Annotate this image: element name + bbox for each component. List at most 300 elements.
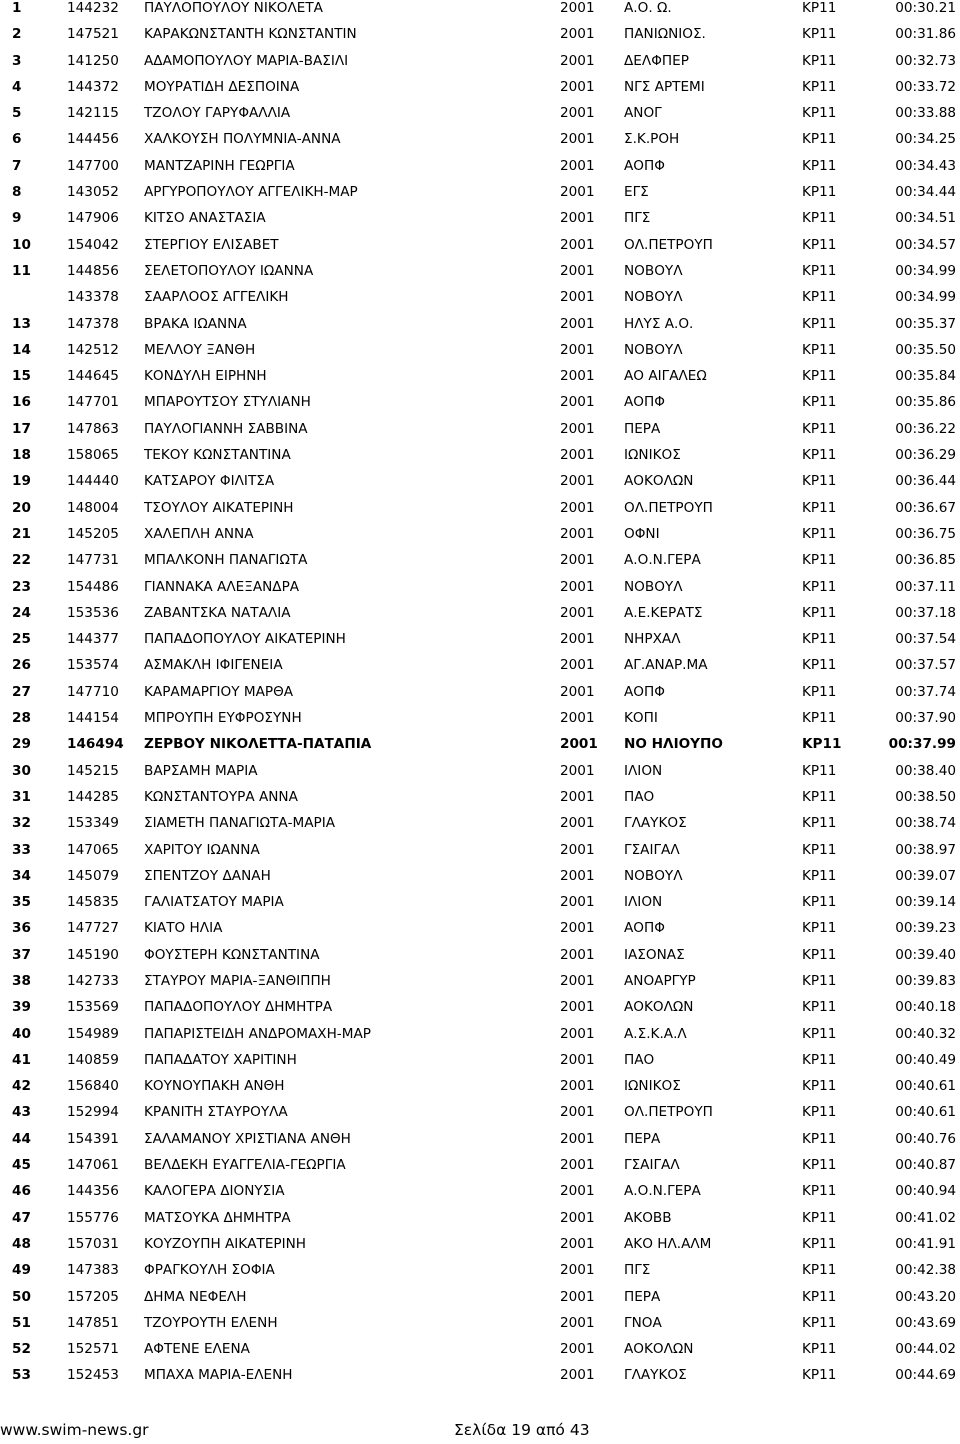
athlete-id-cell: 145215 [67,762,119,779]
time-cell: 00:35.86 [895,394,956,411]
athlete-name-cell: ΚΡΑΝΙΤΗ ΣΤΑΥΡΟΥΛΑ [144,1104,288,1121]
table-row [0,736,960,762]
athlete-id-cell: 147521 [67,26,119,43]
time-cell: 00:43.69 [895,1314,956,1331]
club-cell: ΝΟΒΟΥΛ [624,578,683,595]
rank-cell: 47 [12,1209,31,1226]
time-cell: 00:39.83 [895,972,956,989]
club-cell: ΕΓΣ [624,184,649,201]
table-row [0,526,960,552]
time-cell: 00:30.21 [895,0,956,16]
athlete-name-cell: ΚΑΤΣΑΡΟΥ ΦΙΛΙΤΣΑ [144,473,275,490]
table-row [0,473,960,499]
category-cell: ΚΡ11 [802,736,842,753]
birth-year-cell: 2001 [560,710,595,727]
birth-year-cell: 2001 [560,105,595,122]
club-cell: ΠΕΡΑ [624,1288,661,1305]
athlete-name-cell: ΒΑΡΣΑΜΗ ΜΑΡΙΑ [144,762,258,779]
rank-cell: 4 [12,78,22,95]
athlete-name-cell: ΚΙΤΣΟ ΑΝΑΣΤΑΣΙΑ [144,210,266,227]
athlete-id-cell: 156840 [67,1078,119,1095]
birth-year-cell: 2001 [560,1183,595,1200]
table-row [0,210,960,236]
club-cell: ΑΝΟΑΡΓΥΡ [624,972,696,989]
athlete-name-cell: ΜΠΑΡΟΥΤΣΟΥ ΣΤΥΛΙΑΝΗ [144,394,311,411]
club-cell: ΝΗΡΧΑΛ [624,631,681,648]
time-cell: 00:43.20 [895,1288,956,1305]
rank-cell: 9 [12,210,22,227]
table-row [0,789,960,815]
club-cell: ΑΟΠΦ [624,157,665,174]
club-cell: Α.Ο.Ν.ΓΕΡΑ [624,552,701,569]
category-cell: ΚΡ11 [802,1288,837,1305]
athlete-id-cell: 147065 [67,841,119,858]
athlete-id-cell: 152571 [67,1341,119,1358]
athlete-name-cell: ΤΣΟΥΛΟΥ ΑΙΚΑΤΕΡΙΝΗ [144,499,294,516]
athlete-name-cell: ΑΦΤΕΝΕ ΕΛΕΝΑ [144,1341,250,1358]
athlete-id-cell: 144377 [67,631,119,648]
club-cell: ΠΓΣ [624,1262,651,1279]
birth-year-cell: 2001 [560,1051,595,1068]
rank-cell: 48 [12,1235,31,1252]
birth-year-cell: 2001 [560,289,595,306]
category-cell: ΚΡ11 [802,1262,837,1279]
rank-cell: 42 [12,1078,31,1095]
time-cell: 00:38.40 [895,762,956,779]
table-row [0,1341,960,1367]
athlete-name-cell: ΑΡΓΥΡΟΠΟΥΛΟΥ ΑΓΓΕΛΙΚΗ-ΜΑΡ [144,184,358,201]
rank-cell: 33 [12,841,31,858]
athlete-id-cell: 154989 [67,1025,119,1042]
table-row [0,920,960,946]
category-cell: ΚΡ11 [802,552,837,569]
rank-cell: 20 [12,499,31,516]
category-cell: ΚΡ11 [802,920,837,937]
athlete-name-cell: ΜΠΑΛΚΟΝΗ ΠΑΝΑΓΙΩΤΑ [144,552,308,569]
club-cell: ΠΑΟ [624,1051,655,1068]
table-row [0,815,960,841]
time-cell: 00:35.50 [895,341,956,358]
category-cell: ΚΡ11 [802,867,837,884]
club-cell: ΓΣΑΙΓΑΛ [624,1157,680,1174]
time-cell: 00:33.88 [895,105,956,122]
club-cell: ΑΓ.ΑΝΑΡ.ΜΑ [624,657,708,674]
rank-cell: 25 [12,631,31,648]
time-cell: 00:40.87 [895,1157,956,1174]
table-row [0,237,960,263]
category-cell: ΚΡ11 [802,1235,837,1252]
time-cell: 00:38.74 [895,815,956,832]
athlete-name-cell: ΓΙΑΝΝΑΚΑ ΑΛΕΞΑΝΔΡΑ [144,578,300,595]
athlete-name-cell: ΚΑΡΑΜΑΡΓΙΟΥ ΜΑΡΘΑ [144,683,294,700]
birth-year-cell: 2001 [560,26,595,43]
athlete-name-cell: ΜΑΝΤΖΑΡΙΝΗ ΓΕΩΡΓΙΑ [144,157,295,174]
rank-cell: 51 [12,1314,31,1331]
birth-year-cell: 2001 [560,867,595,884]
club-cell: ΓΣΑΙΓΑΛ [624,841,680,858]
table-row [0,894,960,920]
time-cell: 00:36.67 [895,499,956,516]
rank-cell: 18 [12,447,31,464]
athlete-name-cell: ΧΑΡΙΤΟΥ ΙΩΑΝΝΑ [144,841,260,858]
time-cell: 00:41.02 [895,1209,956,1226]
table-row [0,1183,960,1209]
birth-year-cell: 2001 [560,52,595,69]
rank-cell: 19 [12,473,31,490]
birth-year-cell: 2001 [560,1341,595,1358]
table-row [0,1210,960,1236]
category-cell: ΚΡ11 [802,473,837,490]
athlete-name-cell: ΣΑΑΡΛΟΟΣ ΑΓΓΕΛΙΚΗ [144,289,289,306]
table-row [0,368,960,394]
athlete-id-cell: 144645 [67,368,119,385]
time-cell: 00:33.72 [895,78,956,95]
table-row [0,579,960,605]
table-row [0,1157,960,1183]
table-row [0,53,960,79]
birth-year-cell: 2001 [560,841,595,858]
athlete-name-cell: ΑΔΑΜΟΠΟΥΛΟΥ ΜΑΡΙΑ-ΒΑΣΙΛΙ [144,52,349,69]
birth-year-cell: 2001 [560,920,595,937]
category-cell: ΚΡ11 [802,683,837,700]
rank-cell: 16 [12,394,31,411]
birth-year-cell: 2001 [560,157,595,174]
time-cell: 00:37.99 [888,736,956,753]
table-row [0,973,960,999]
table-row [0,394,960,420]
rank-cell: 7 [12,157,22,174]
table-row [0,79,960,105]
club-cell: ΟΛ.ΠΕΤΡΟΥΠ [624,1104,713,1121]
athlete-id-cell: 157031 [67,1235,119,1252]
athlete-id-cell: 140859 [67,1051,119,1068]
athlete-id-cell: 146494 [67,736,124,753]
club-cell: ΝΓΣ ΑΡΤΕΜΙ [624,78,705,95]
category-cell: ΚΡ11 [802,368,837,385]
athlete-name-cell: ΣΙΑΜΕΤΗ ΠΑΝΑΓΙΩΤΑ-ΜΑΡΙΑ [144,815,336,832]
category-cell: ΚΡ11 [802,0,837,16]
athlete-id-cell: 155776 [67,1209,119,1226]
club-cell: ΙΛΙΟΝ [624,762,663,779]
time-cell: 00:40.49 [895,1051,956,1068]
rank-cell: 36 [12,920,31,937]
club-cell: ΑΟΚΟΛΩΝ [624,473,694,490]
athlete-name-cell: ΖΕΡΒΟΥ ΝΙΚΟΛΕΤΤΑ-ΠΑΤΑΠΙΑ [144,736,372,753]
table-row [0,342,960,368]
athlete-id-cell: 142733 [67,972,119,989]
birth-year-cell: 2001 [560,341,595,358]
category-cell: ΚΡ11 [802,1025,837,1042]
athlete-id-cell: 144372 [67,78,119,95]
time-cell: 00:34.99 [895,289,956,306]
athlete-id-cell: 142115 [67,105,119,122]
athlete-id-cell: 147851 [67,1314,119,1331]
athlete-name-cell: ΣΑΛΑΜΑΝΟΥ ΧΡΙΣΤΙΑΝΑ ΑΝΘΗ [144,1130,351,1147]
category-cell: ΚΡ11 [802,1341,837,1358]
time-cell: 00:39.07 [895,867,956,884]
athlete-id-cell: 147863 [67,420,119,437]
athlete-id-cell: 141250 [67,52,119,69]
category-cell: ΚΡ11 [802,657,837,674]
athlete-name-cell: ΣΠΕΝΤΖΟΥ ΔΑΝΑΗ [144,867,271,884]
table-row [0,657,960,683]
time-cell: 00:34.99 [895,262,956,279]
athlete-id-cell: 142512 [67,341,119,358]
rank-cell: 21 [12,525,31,542]
athlete-name-cell: ΚΟΥΝΟΥΠΑΚΗ ΑΝΘΗ [144,1078,285,1095]
rank-cell: 30 [12,762,31,779]
athlete-id-cell: 148004 [67,499,119,516]
table-row [0,184,960,210]
table-row [0,447,960,473]
birth-year-cell: 2001 [560,447,595,464]
category-cell: ΚΡ11 [802,1209,837,1226]
time-cell: 00:36.85 [895,552,956,569]
category-cell: ΚΡ11 [802,1183,837,1200]
category-cell: ΚΡ11 [802,999,837,1016]
table-row [0,289,960,315]
category-cell: ΚΡ11 [802,815,837,832]
athlete-name-cell: ΖΑΒΑΝΤΣΚΑ ΝΑΤΑΛΙΑ [144,604,291,621]
rank-cell: 23 [12,578,31,595]
club-cell: ΠΕΡΑ [624,420,661,437]
club-cell: ΝΟΒΟΥΛ [624,867,683,884]
rank-cell: 8 [12,184,22,201]
category-cell: ΚΡ11 [802,236,837,253]
club-cell: ΓΝΟΑ [624,1314,662,1331]
rank-cell: 27 [12,683,31,700]
athlete-name-cell: ΦΡΑΓΚΟΥΛΗ ΣΟΦΙΑ [144,1262,275,1279]
club-cell: ΑΚΟΒΒ [624,1209,672,1226]
time-cell: 00:34.25 [895,131,956,148]
club-cell: ΑΟΚΟΛΩΝ [624,999,694,1016]
time-cell: 00:35.84 [895,368,956,385]
birth-year-cell: 2001 [560,894,595,911]
rank-cell: 46 [12,1183,31,1200]
birth-year-cell: 2001 [560,78,595,95]
athlete-name-cell: ΦΟΥΣΤΕΡΗ ΚΩΝΣΤΑΝΤΙΝΑ [144,946,320,963]
category-cell: ΚΡ11 [802,604,837,621]
rank-cell: 53 [12,1367,31,1384]
athlete-name-cell: ΠΑΠΑΡΙΣΤΕΙΔΗ ΑΝΔΡΟΜΑΧΗ-ΜΑΡ [144,1025,371,1042]
athlete-id-cell: 152453 [67,1367,119,1384]
athlete-id-cell: 145835 [67,894,119,911]
birth-year-cell: 2001 [560,1157,595,1174]
athlete-id-cell: 144456 [67,131,119,148]
birth-year-cell: 2001 [560,1288,595,1305]
athlete-id-cell: 145190 [67,946,119,963]
athlete-name-cell: ΚΟΥΖΟΥΠΗ ΑΙΚΑΤΕΡΙΝΗ [144,1235,307,1252]
birth-year-cell: 2001 [560,604,595,621]
athlete-name-cell: ΜΟΥΡΑΤΙΔΗ ΔΕΣΠΟΙΝΑ [144,78,300,95]
table-row [0,1104,960,1130]
birth-year-cell: 2001 [560,552,595,569]
club-cell: ΙΛΙΟΝ [624,894,663,911]
club-cell: ΠΑΟ [624,788,655,805]
birth-year-cell: 2001 [560,1104,595,1121]
athlete-id-cell: 147710 [67,683,119,700]
athlete-id-cell: 153349 [67,815,119,832]
table-row [0,1262,960,1288]
athlete-name-cell: ΠΑΥΛΟΓΙΑΝΝΗ ΣΑΒΒΙΝΑ [144,420,308,437]
category-cell: ΚΡ11 [802,289,837,306]
birth-year-cell: 2001 [560,0,595,16]
table-row [0,1236,960,1262]
birth-year-cell: 2001 [560,657,595,674]
birth-year-cell: 2001 [560,131,595,148]
time-cell: 00:31.86 [895,26,956,43]
birth-year-cell: 2001 [560,1367,595,1384]
athlete-name-cell: ΧΑΛΚΟΥΣΗ ΠΟΛΥΜΝΙΑ-ΑΝΝΑ [144,131,341,148]
club-cell: ΑΟΚΟΛΩΝ [624,1341,694,1358]
time-cell: 00:39.14 [895,894,956,911]
category-cell: ΚΡ11 [802,894,837,911]
time-cell: 00:37.57 [895,657,956,674]
category-cell: ΚΡ11 [802,394,837,411]
time-cell: 00:34.44 [895,184,956,201]
time-cell: 00:36.29 [895,447,956,464]
rank-cell: 39 [12,999,31,1016]
athlete-name-cell: ΚΑΡΑΚΩΝΣΤΑΝΤΗ ΚΩΝΣΤΑΝΤΙΝ [144,26,357,43]
club-cell: ΝΟΒΟΥΛ [624,341,683,358]
rank-cell: 37 [12,946,31,963]
rank-cell: 11 [12,262,31,279]
athlete-name-cell: ΠΑΥΛΟΠΟΥΛΟΥ ΝΙΚΟΛΕΤΑ [144,0,323,16]
athlete-name-cell: ΣΤΑΥΡΟΥ ΜΑΡΙΑ-ΞΑΝΘΙΠΠΗ [144,972,331,989]
time-cell: 00:36.44 [895,473,956,490]
time-cell: 00:38.50 [895,788,956,805]
time-cell: 00:39.40 [895,946,956,963]
athlete-id-cell: 147701 [67,394,119,411]
birth-year-cell: 2001 [560,815,595,832]
rank-cell: 24 [12,604,31,621]
rank-cell: 10 [12,236,31,253]
club-cell: ΟΦΝΙ [624,525,660,542]
category-cell: ΚΡ11 [802,1157,837,1174]
club-cell: ΝΟΒΟΥΛ [624,289,683,306]
time-cell: 00:40.61 [895,1078,956,1095]
birth-year-cell: 2001 [560,420,595,437]
athlete-id-cell: 147383 [67,1262,119,1279]
birth-year-cell: 2001 [560,499,595,516]
time-cell: 00:32.73 [895,52,956,69]
page-footer [0,1421,960,1443]
athlete-id-cell: 144232 [67,0,119,16]
athlete-id-cell: 154042 [67,236,119,253]
table-row [0,1052,960,1078]
birth-year-cell: 2001 [560,788,595,805]
category-cell: ΚΡ11 [802,131,837,148]
category-cell: ΚΡ11 [802,762,837,779]
table-row [0,0,960,26]
table-row [0,1289,960,1315]
table-row [0,1131,960,1157]
table-row [0,1026,960,1052]
table-row [0,868,960,894]
table-row [0,999,960,1025]
time-cell: 00:37.74 [895,683,956,700]
table-row [0,842,960,868]
category-cell: ΚΡ11 [802,78,837,95]
time-cell: 00:37.90 [895,710,956,727]
category-cell: ΚΡ11 [802,788,837,805]
table-row [0,316,960,342]
rank-cell: 6 [12,131,22,148]
birth-year-cell: 2001 [560,972,595,989]
time-cell: 00:34.57 [895,236,956,253]
rank-cell: 29 [12,736,31,753]
birth-year-cell: 2001 [560,1235,595,1252]
table-row [0,421,960,447]
time-cell: 00:42.38 [895,1262,956,1279]
club-cell: Α.Ο.Ν.ΓΕΡΑ [624,1183,701,1200]
table-row [0,105,960,131]
birth-year-cell: 2001 [560,184,595,201]
birth-year-cell: 2001 [560,262,595,279]
table-row [0,131,960,157]
athlete-id-cell: 147906 [67,210,119,227]
athlete-name-cell: ΚΟΝΔΥΛΗ ΕΙΡΗΝΗ [144,368,267,385]
category-cell: ΚΡ11 [802,972,837,989]
athlete-name-cell: ΠΑΠΑΔΟΠΟΥΛΟΥ ΔΗΜΗΤΡΑ [144,999,333,1016]
time-cell: 00:36.22 [895,420,956,437]
club-cell: ΙΩΝΙΚΟΣ [624,1078,681,1095]
footer-url-link[interactable]: www.swim-news.gr [0,1421,149,1439]
club-cell: ΚΟΠΙ [624,710,658,727]
category-cell: ΚΡ11 [802,1104,837,1121]
category-cell: ΚΡ11 [802,262,837,279]
athlete-name-cell: ΧΑΛΕΠΛΗ ΑΝΝΑ [144,525,254,542]
club-cell: ΠΓΣ [624,210,651,227]
club-cell: ΑΟΠΦ [624,920,665,937]
birth-year-cell: 2001 [560,1262,595,1279]
birth-year-cell: 2001 [560,1209,595,1226]
athlete-id-cell: 154486 [67,578,119,595]
time-cell: 00:44.02 [895,1341,956,1358]
rank-cell: 34 [12,867,31,884]
rank-cell: 5 [12,105,22,122]
table-row [0,500,960,526]
rank-cell: 50 [12,1288,31,1305]
athlete-id-cell: 145079 [67,867,119,884]
birth-year-cell: 2001 [560,236,595,253]
table-row [0,1315,960,1341]
club-cell: ΙΑΣΟΝΑΣ [624,946,685,963]
athlete-id-cell: 153536 [67,604,119,621]
rank-cell: 44 [12,1130,31,1147]
club-cell: Α.Ο. Ω. [624,0,672,16]
athlete-id-cell: 152994 [67,1104,119,1121]
rank-cell: 22 [12,552,31,569]
category-cell: ΚΡ11 [802,841,837,858]
time-cell: 00:40.94 [895,1183,956,1200]
athlete-id-cell: 144356 [67,1183,119,1200]
category-cell: ΚΡ11 [802,710,837,727]
table-row [0,684,960,710]
club-cell: ΟΛ.ΠΕΤΡΟΥΠ [624,499,713,516]
category-cell: ΚΡ11 [802,447,837,464]
time-cell: 00:36.75 [895,525,956,542]
athlete-id-cell: 144154 [67,710,119,727]
club-cell: ΔΕΛΦΠΕΡ [624,52,689,69]
athlete-name-cell: ΜΠΑΧΑ ΜΑΡΙΑ-ΕΛΕΝΗ [144,1367,293,1384]
athlete-name-cell: ΠΑΠΑΔΑΤΟΥ ΧΑΡΙΤΙΝΗ [144,1051,297,1068]
category-cell: ΚΡ11 [802,1367,837,1384]
club-cell: ΑΚΟ ΗΛ.ΑΛΜ [624,1235,712,1252]
time-cell: 00:40.76 [895,1130,956,1147]
club-cell: ΑΟ ΑΙΓΑΛΕΩ [624,368,707,385]
club-cell: ΑΟΠΦ [624,683,665,700]
